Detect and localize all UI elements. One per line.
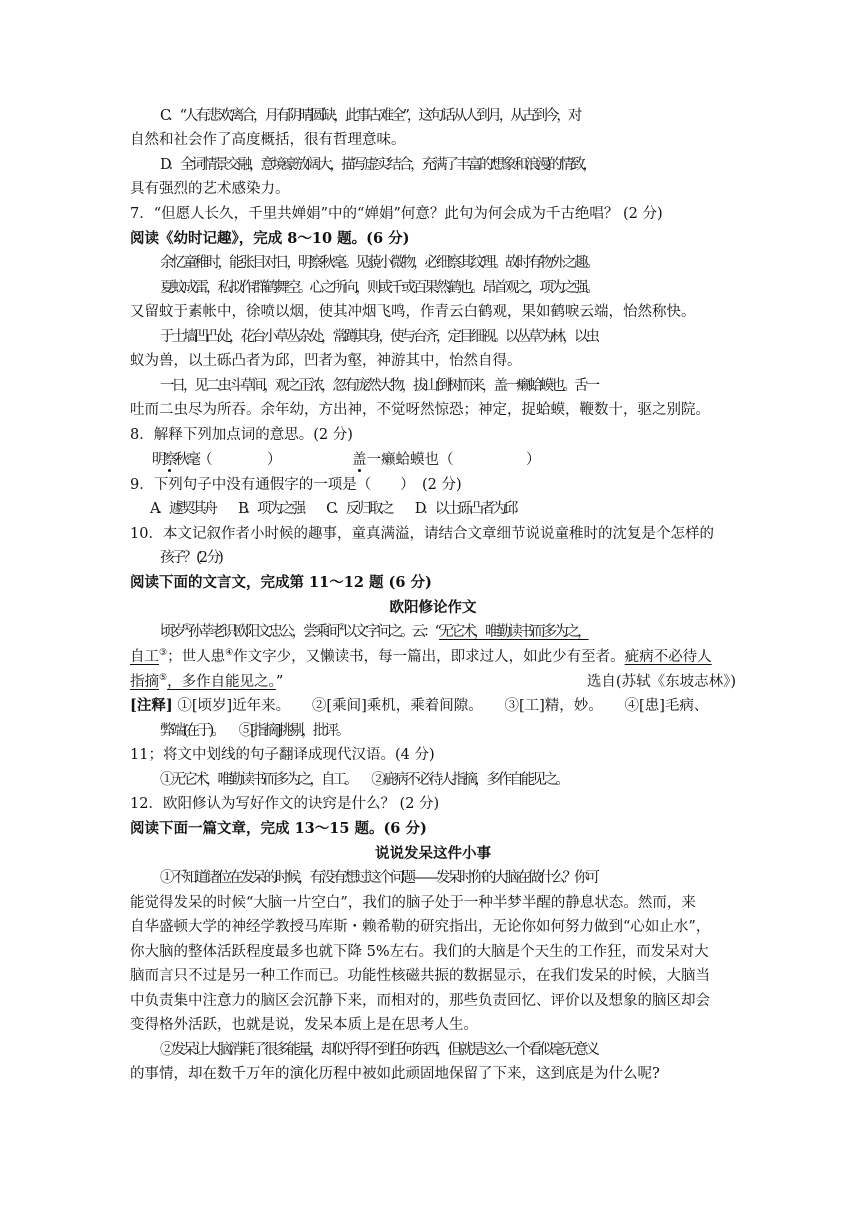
source-citation: 选自(苏轼《东坡志林》) (586, 674, 736, 690)
underlined-sentence: 指摘 (130, 674, 159, 690)
article-line: 变得格外活跃，也就是说，发呆本质上是在思考人生。 (130, 1017, 478, 1033)
notes-line: 弊端(在于)。 ⑤[指摘]挑剔，批评。 (160, 723, 348, 739)
passage-line: 自工③；世人患④作文字少，又懒读书，每一篇出，即求过人，如此少有至者。疵病不必待人 (130, 648, 712, 665)
section-heading-reading-2: 阅读下面的文言文，完成第 11～12 题 (6 分) (130, 574, 432, 591)
underlined-sentence: 疵病不必待人 (624, 649, 712, 665)
passage-line: 夏蚊成雷，私拟作群鹤舞空。心之所向，则或千或百果然鹤也。昂首观之，项为之强。 (160, 280, 597, 296)
question-10-line1: 10．本文记叙作者小时候的趣事，童真满溢，请结合文章细节说说童稚时的沈复是个怎样的 (130, 526, 714, 542)
question-12: 12．欧阳修认为写好作文的诀窍是什么？ (2 分) (130, 796, 440, 812)
article-line: 自华盛顿大学的神经学教授马库斯・赖希勒的研究指出，无论你如何努力做到“心如止水”， (130, 919, 711, 935)
option-c-line1: C．“人有悲欢离合，月有阴晴圆缺，此事古难全”，这句话从人到月，从古到今，对 (160, 108, 580, 124)
underlined-sentence: 无它术，唯勤读书而多为之， (439, 624, 589, 640)
passage-line: 又留蚊于素帐中，徐喷以烟，使其冲烟飞鸣，作青云白鹤观，果如鹤唳云端，怡然称快。 (130, 304, 696, 320)
underlined-sentence: 自工 (130, 649, 159, 665)
question-9: 9．下列句子中没有通假字的一项是（ ） (2 分) (130, 477, 462, 493)
article-line: ②发呆让大脑消耗了很多能量，却似乎得不到任何东西，但就是这么一个看似毫无意义 (160, 1042, 597, 1058)
emphasis-dot-char: 盖 (352, 452, 367, 468)
article-line: ①不知道诸位在发呆的时候，有没有想过这个问题——发呆时你的大脑在做什么？你可 (160, 870, 597, 886)
section-heading-reading-1: 阅读《幼时记趣》，完成 8～10 题。(6 分) (130, 230, 410, 247)
passage-title: 欧阳修论作文 (389, 599, 477, 616)
article-title: 说说发呆这件小事 (375, 845, 491, 862)
question-8: 8．解释下列加点词的意思。(2 分) (130, 427, 353, 443)
passage-line: 顷岁①孙莘老识欧阳文忠公，尝乘间②以文字问之。云：“无它术，唯勤读书而多为之， (160, 623, 589, 640)
question-9-options: A．遽契其舟 B．项为之强 C．反归取之 D．以土砾凸者为邱 (150, 501, 516, 517)
notes-label: [注释] (130, 697, 173, 714)
option-c-line2: 自然和社会作了高度概括，很有哲理意味。 (130, 132, 406, 148)
question-8-item-b: 盖一癞蛤蟆也（ ） (352, 452, 541, 468)
footnote-mark: ④ (225, 648, 234, 658)
emphasis-dot-char: 察 (163, 452, 175, 468)
article-line: 能觉得发呆的时候“大脑一片空白”，我们的脑子处于一种半梦半醒的静息状态。然而，来 (130, 895, 696, 911)
question-10-line2: 孩子？ (2 分) (160, 550, 221, 566)
passage-line: 吐而二虫尽为所吞。余年幼，方出神，不觉呀然惊恐；神定，捉蛤蟆，鞭数十，驱之别院。 (130, 402, 710, 418)
underlined-sentence: ，多作自能见之。 (167, 674, 276, 690)
section-heading-reading-3: 阅读下面一篇文章，完成 13～15 题。(6 分) (130, 820, 427, 837)
option-d-line1: D．全词情景交融，意境豪放阔大，描写虚实结合，充满了丰富的想象和浪漫的情致， (160, 157, 595, 173)
passage-line: 指摘⑤，多作自能见之。” 选自(苏轼《东坡志林》) (130, 670, 736, 695)
question-11: 11；将文中划线的句子翻译成现代汉语。(4 分) (130, 747, 435, 763)
article-line: 中负责集中注意力的脑区会沉静下来，而相对的，那些负责回忆、评价以及想象的脑区却会 (130, 993, 710, 1009)
article-line: 脑而言只不过是另一种工作而已。功能性核磁共振的数据显示，在我们发呆的时候，大脑当 (130, 968, 710, 984)
passage-line: 余忆童稚时，能张目对日，明察秋毫。见藐小微物，必细察其纹理。故时有物外之趣。 (160, 255, 597, 271)
passage-line: 一日，见二虫斗草间，观之正浓，忽有庞然大物，拔山倒树而来，盖一癞蛤蟆也。舌一 (160, 378, 597, 394)
notes-line: [注释] ①[顷岁]近年来。 ②[乘间]乘机，乘着间隙。 ③[工]精，妙。 ④[患]毛病、 (130, 697, 709, 714)
footnote-mark: ⑤ (159, 673, 168, 683)
article-line: 的事情，却在数千万年的演化历程中被如此顽固地保留了下来，这到底是为什么呢? (130, 1066, 660, 1082)
passage-line: 于土墙凹凸处，花台小草丛杂处，常蹲其身，使与台齐，定目细视。以丛草为林，以虫 (160, 329, 597, 345)
footnote-mark: ③ (159, 648, 168, 658)
question-7: 7．“但愿人长久，千里共婵娟”中的“婵娟”何意？此句为何会成为千古绝唱？ (2 分) (130, 206, 663, 222)
footnote-mark: ① (183, 623, 189, 633)
option-d-line2: 具有强烈的艺术感染力。 (130, 181, 290, 197)
question-11-sentences: ①无它术，唯勤读书而多为之，自工。 ②疵病不必待人指摘，多作自能见之。 (160, 772, 567, 788)
article-line: 你大脑的整体活跃程度最多也就下降 5%左右。我们的大脑是个天生的工作狂，而发呆对大 (130, 944, 709, 960)
footnote-mark: ② (337, 623, 343, 633)
question-8-item-a: 明察秋毫（ ） (152, 452, 279, 468)
passage-line: 蚁为兽，以土砾凸者为邱，凹者为壑，神游其中，怡然自得。 (130, 353, 522, 369)
